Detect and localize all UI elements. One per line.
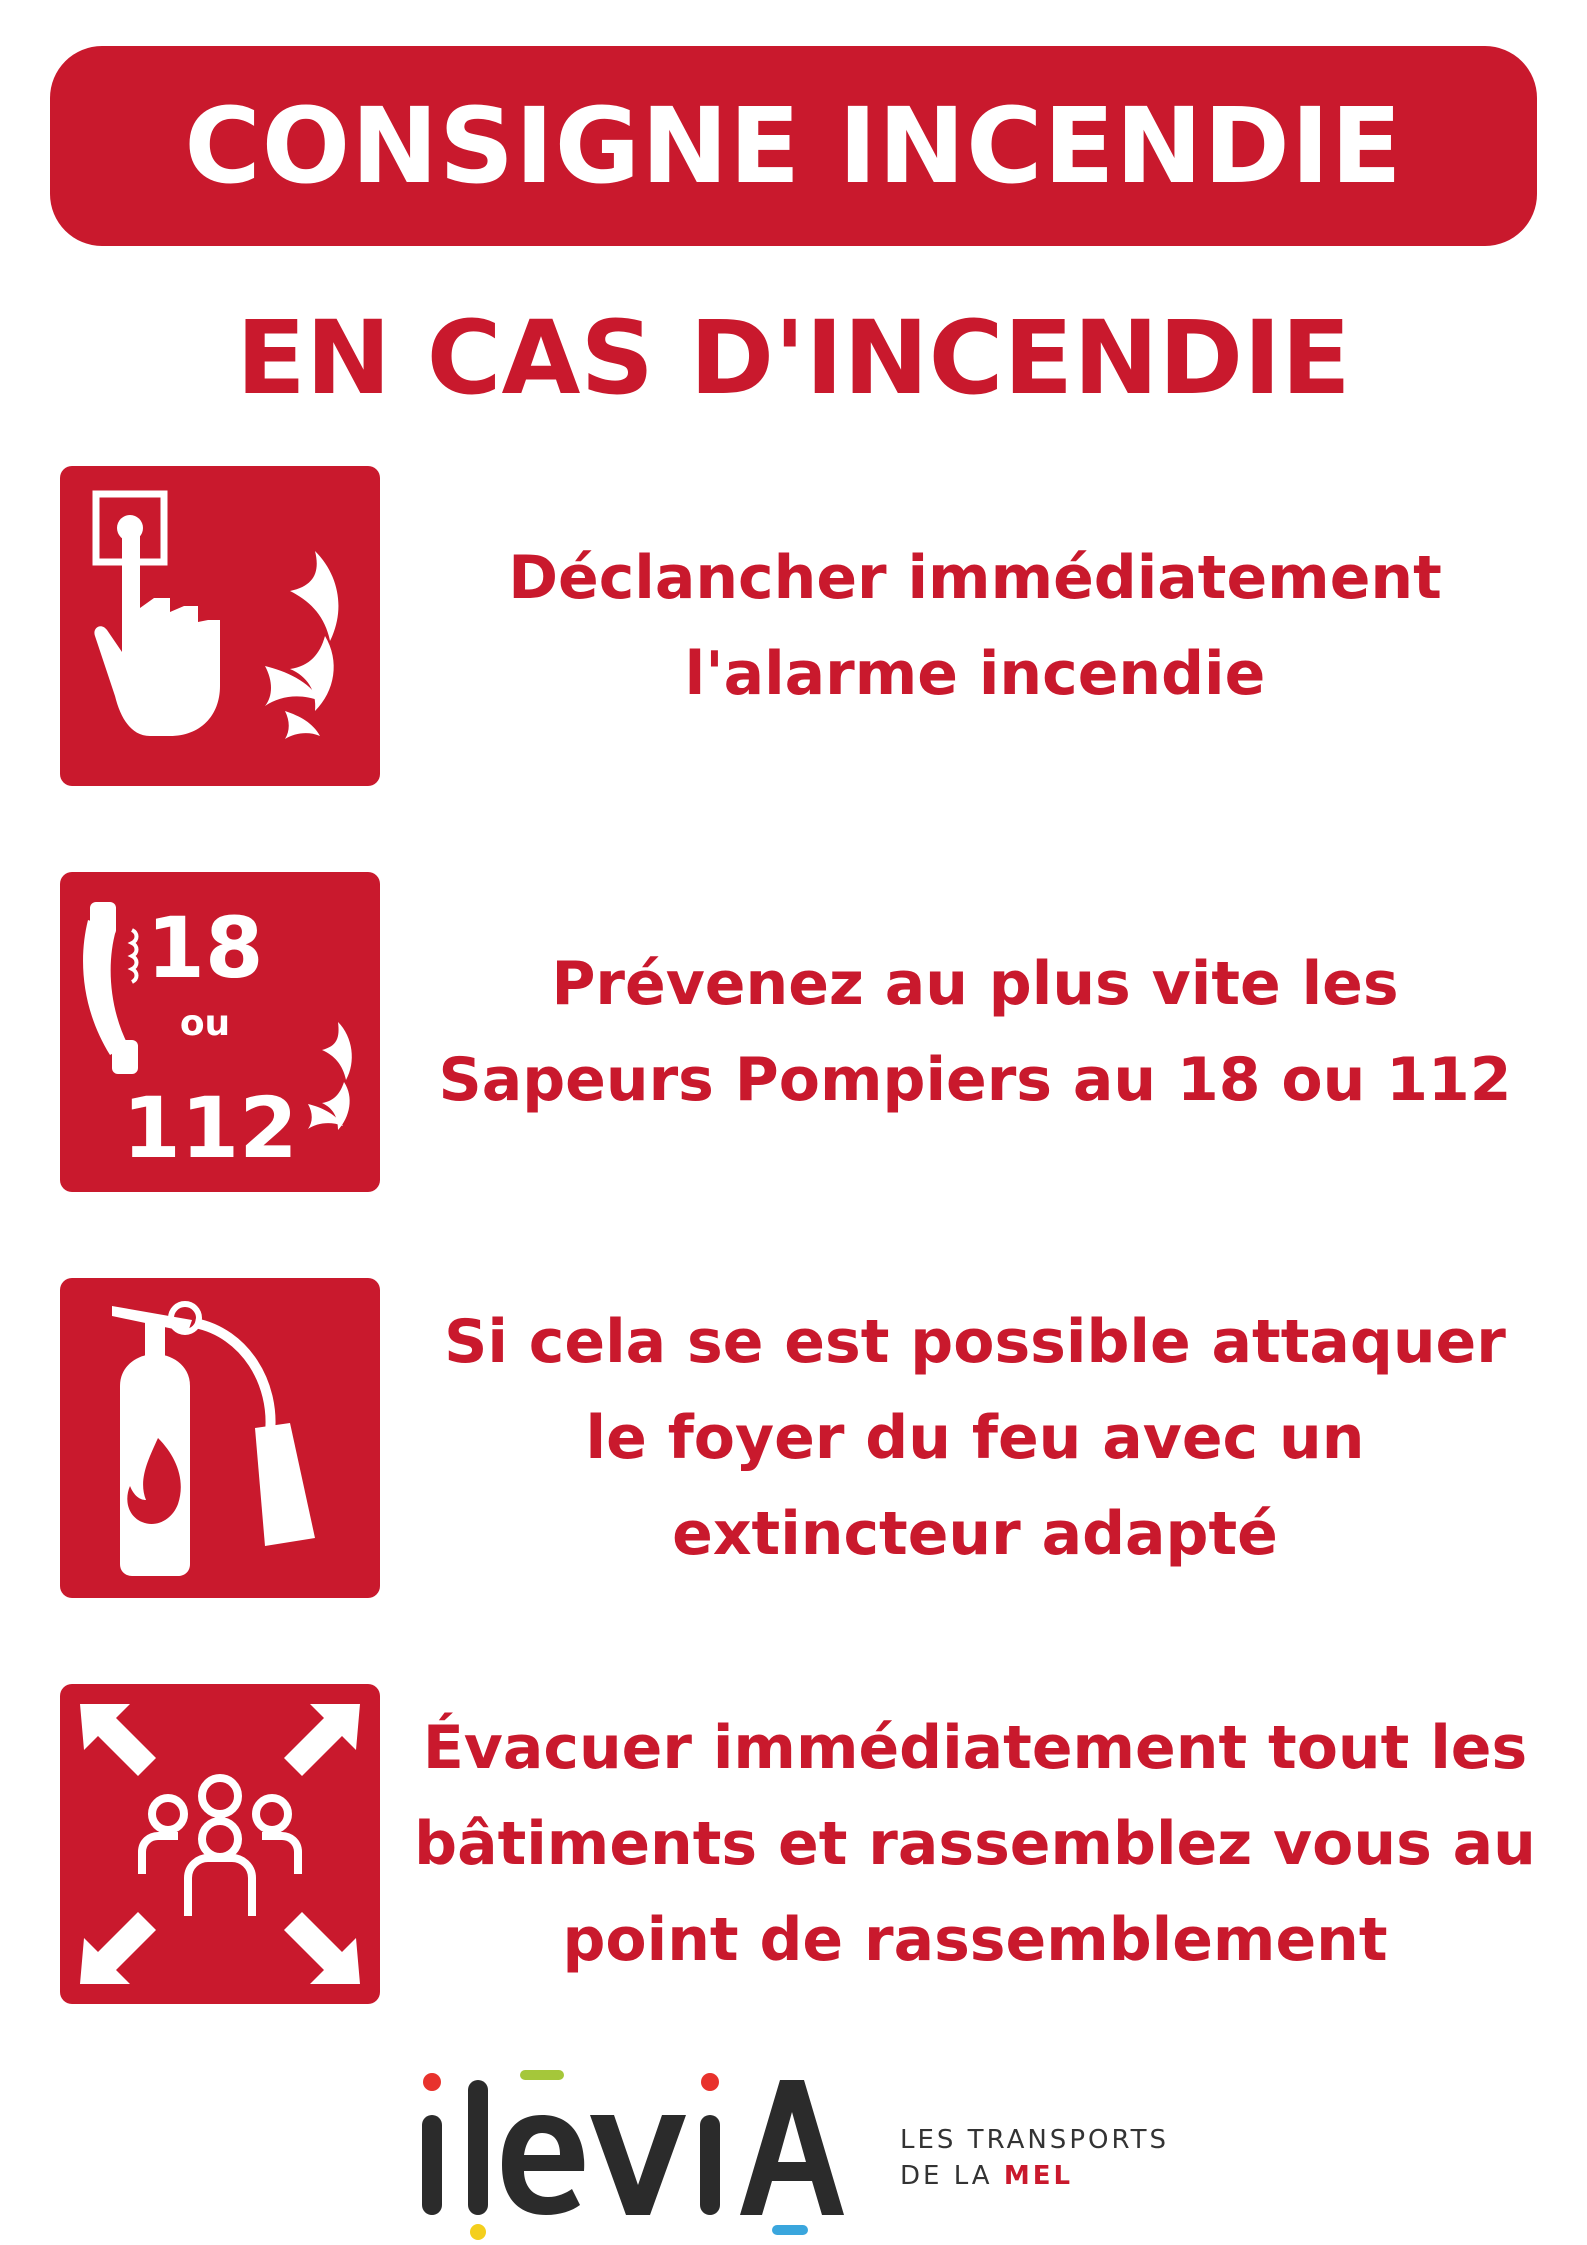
step-text bbox=[410, 1700, 1540, 1988]
step-line: Évacuer immédiatement tout les bbox=[422, 1713, 1528, 1783]
phone-number-112: 112 bbox=[122, 1079, 298, 1177]
fire-alarm-call-point-icon bbox=[60, 466, 380, 786]
step-text bbox=[410, 530, 1540, 722]
phone-number-or: ou bbox=[179, 1003, 231, 1044]
footer bbox=[400, 2060, 1200, 2240]
title-banner bbox=[50, 46, 1537, 246]
step-line: le foyer du feu avec un bbox=[585, 1403, 1365, 1473]
tagline-brand: MEL bbox=[1003, 2161, 1074, 2191]
fire-extinguisher-icon bbox=[60, 1278, 380, 1598]
emergency-phone-icon bbox=[60, 872, 380, 1192]
tagline-line-1: LES TRANSPORTS bbox=[900, 2125, 1170, 2155]
step-line: Si cela se est possible attaquer bbox=[444, 1307, 1506, 1377]
phone-number-18: 18 bbox=[146, 899, 264, 997]
assembly-point-icon bbox=[60, 1684, 380, 2004]
step-text bbox=[410, 936, 1540, 1128]
step-line: l'alarme incendie bbox=[684, 639, 1266, 709]
instruction-step-alarm bbox=[60, 466, 1540, 786]
instruction-step-call bbox=[60, 872, 1540, 1192]
instruction-step-evacuate bbox=[60, 1684, 1540, 2004]
step-line: Déclancher immédiatement bbox=[508, 543, 1442, 613]
step-line: Prévenez au plus vite les bbox=[551, 949, 1399, 1019]
instruction-step-extinguish bbox=[60, 1278, 1540, 1598]
page-subtitle: EN CAS D'INCENDIE bbox=[236, 299, 1351, 418]
step-line: bâtiments et rassemblez vous au bbox=[414, 1809, 1536, 1879]
step-line: point de rassemblement bbox=[562, 1905, 1388, 1975]
tagline-line-2: DE LA bbox=[900, 2161, 993, 2191]
step-line: extincteur adapté bbox=[672, 1499, 1278, 1569]
step-text bbox=[410, 1294, 1540, 1582]
logo-tagline bbox=[900, 2122, 1200, 2194]
ilevia-logo bbox=[410, 2060, 890, 2240]
page-title: CONSIGNE INCENDIE bbox=[184, 85, 1403, 207]
step-line: Sapeurs Pompiers au 18 ou 112 bbox=[438, 1045, 1512, 1115]
